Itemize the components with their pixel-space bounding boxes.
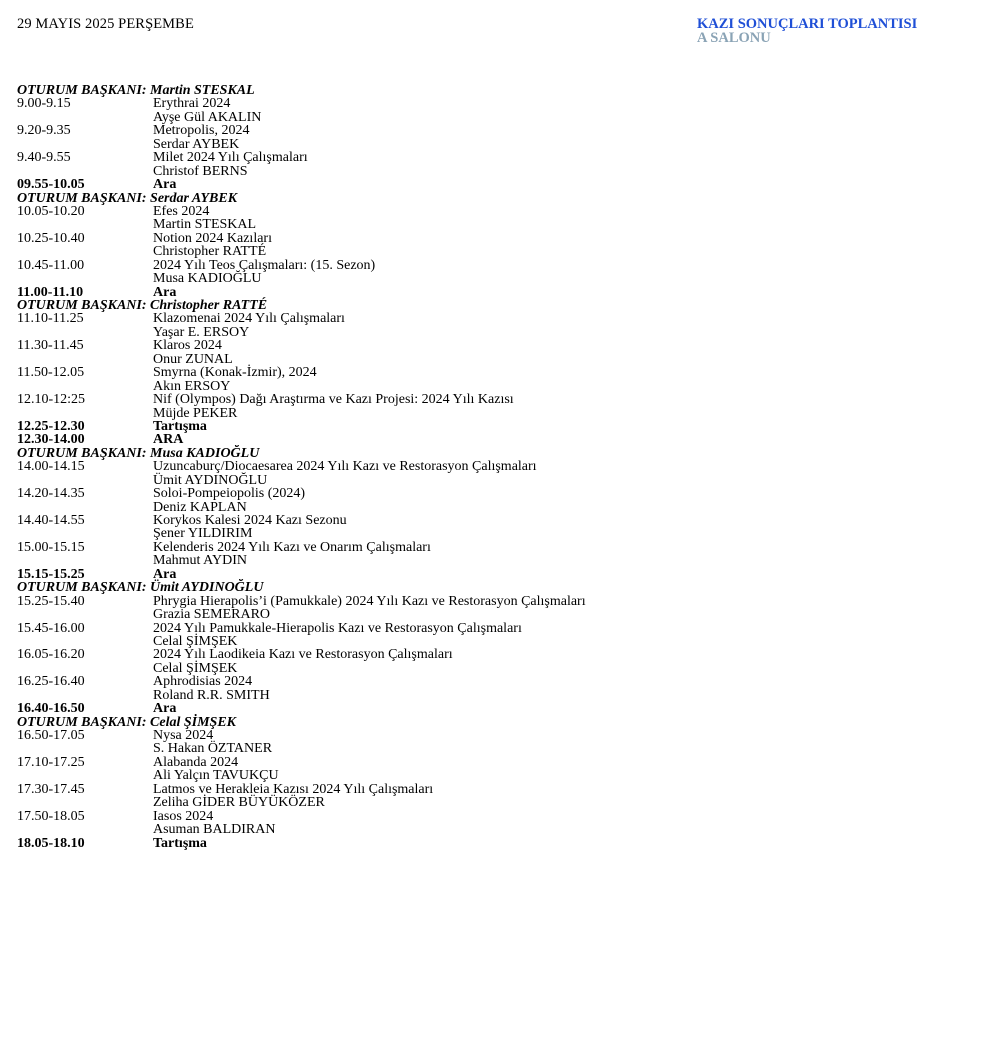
break-row [17,702,977,715]
time-slot: 9.40-9.55 [17,150,71,166]
schedule-row [17,407,977,420]
row-text: Akın ERSOY [153,378,231,394]
row-text: Musa KADIOĞLU [153,271,262,287]
time-slot: 18.05-18.10 [17,835,85,851]
time-slot: 16.50-17.05 [17,728,85,743]
time-slot: 16.40-16.50 [17,701,85,717]
session-chair-label: OTURUM BAŞKANI: Martin STESKAL [17,83,255,98]
schedule-row [17,554,977,567]
row-text: Tartışma [153,418,207,434]
schedule-row [17,689,977,702]
time-slot [17,662,153,675]
row-text: Celal ŞİMŞEK [153,633,238,649]
session-chair-row [17,192,977,205]
row-text: Uzuncaburç/Diocaesarea 2024 Yılı Kazı ve Restorasyon Çalışmaları [153,459,537,475]
time-slot: 11.10-11.25 [17,311,84,327]
time-slot [17,245,153,258]
schedule-row [17,339,977,352]
meeting-title: KAZI SONUÇLARI TOPLANTISI [697,16,918,32]
row-text: Onur ZUNAL [153,351,233,367]
schedule-row [17,205,977,218]
session-chair-label: OTURUM BAŞKANI: Christopher RATTÉ [17,298,268,313]
schedule-row [17,527,977,540]
time-slot [17,608,153,621]
time-slot: 12.10-12:25 [17,392,86,408]
schedule-row [17,380,977,393]
row-text: ARA [153,432,184,448]
row-text: Soloi-Pompeiopolis (2024) [153,486,306,502]
time-slot: 15.15-15.25 [17,566,85,582]
schedule-row [17,138,977,151]
schedule-row [17,769,977,782]
schedule-row [17,312,977,325]
time-slot [17,554,153,567]
time-slot: 10.25-10.40 [17,230,85,246]
time-slot: 11.50-12.05 [17,365,85,381]
time-slot: 17.10-17.25 [17,754,85,770]
schedule-row [17,151,977,164]
row-text: Nysa 2024 [153,728,214,743]
time-slot [17,218,153,231]
session-chair-label: OTURUM BAŞKANI: Ümit AYDINOĞLU [17,580,264,596]
row-text: 2024 Yılı Laodikeia Kazı ve Restorasyon Çalışmaları [153,647,453,663]
schedule-row [17,460,977,473]
row-text: Ayşe Gül AKALIN [153,109,262,125]
schedule-row [17,111,977,124]
time-slot [17,353,153,366]
schedule-row [17,501,977,514]
schedule-list [17,84,977,850]
break-row [17,286,977,299]
schedule-row [17,742,977,755]
time-slot [17,769,153,782]
time-slot [17,380,153,393]
row-text: Nif (Olympos) Dağı Araştırma ve Kazı Projesi: 2024 Yılı Kazısı [153,392,514,408]
row-text: Kelenderis 2024 Yılı Kazı ve Onarım Çalışmaları [153,539,431,555]
break-row [17,420,977,433]
page-date: 29 MAYIS 2025 PERŞEMBE [17,16,194,32]
row-text: Deniz KAPLAN [153,499,247,515]
time-slot [17,742,153,755]
row-text: Martin STESKAL [153,217,257,233]
row-text: 2024 Yılı Pamukkale-Hierapolis Kazı ve Restorasyon Çalışmaları [153,620,522,636]
schedule-row [17,635,977,648]
schedule-row [17,124,977,137]
row-text: Ara [153,177,177,193]
row-text: Müjde PEKER [153,405,238,421]
time-slot [17,474,153,487]
time-slot: 14.00-14.15 [17,459,85,475]
break-row [17,178,977,191]
time-slot [17,823,153,836]
schedule-row [17,514,977,527]
schedule-row [17,608,977,621]
schedule-row [17,393,977,406]
row-text: Korykos Kalesi 2024 Kazı Sezonu [153,513,347,528]
row-text: Yaşar E. ERSOY [153,324,250,340]
row-text: Roland R.R. SMITH [153,687,270,703]
schedule-row [17,474,977,487]
row-text: Alabanda 2024 [153,754,239,770]
row-text: Milet 2024 Yılı Çalışmaları [153,150,308,166]
schedule-row [17,622,977,635]
break-row [17,837,977,850]
row-text: Aphrodisias 2024 [153,674,253,690]
schedule-row [17,487,977,500]
schedule-row [17,595,977,608]
schedule-row [17,648,977,661]
row-text: Klazomenai 2024 Yılı Çalışmaları [153,311,345,327]
break-row [17,433,977,446]
time-slot: 10.05-10.20 [17,203,85,219]
row-text: Serdar AYBEK [153,136,240,152]
row-text: Christopher RATTÉ [153,244,267,260]
schedule-row [17,165,977,178]
row-text: Celal ŞİMŞEK [153,660,238,676]
time-slot: 12.25-12.30 [17,418,85,434]
schedule-row [17,97,977,110]
row-text: Ara [153,284,177,300]
time-slot: 16.05-16.20 [17,647,85,663]
row-text: Tartışma [153,835,207,851]
time-slot: 9.00-9.15 [17,96,71,112]
schedule-row [17,326,977,339]
row-text: S. Hakan ÖZTANER [153,741,273,757]
time-slot: 10.45-11.00 [17,257,85,273]
row-text: Iasos 2024 [153,808,214,824]
schedule-row [17,823,977,836]
session-chair-label: OTURUM BAŞKANI: Musa KADIOĞLU [17,445,260,461]
row-text: Erythrai 2024 [153,96,231,112]
time-slot: 11.00-11.10 [17,284,84,300]
time-slot: 12.30-14.00 [17,432,85,448]
row-text: Notion 2024 Kazıları [153,230,272,246]
schedule-row [17,541,977,554]
row-text: Phrygia Hierapolis’i (Pamukkale) 2024 Yılı Kazı ve Restorasyon Çalışmaları [153,593,586,609]
time-slot [17,635,153,648]
time-slot [17,326,153,339]
hall-name: A SALONU [697,30,771,46]
time-slot [17,527,153,540]
row-text: Şener YILDIRIM [153,526,253,542]
session-chair-label: OTURUM BAŞKANI: Celal ŞİMŞEK [17,714,237,730]
time-slot [17,138,153,151]
time-slot: 09.55-10.05 [17,177,85,193]
row-text: Latmos ve Herakleia Kazısı 2024 Yılı Çalışmaları [153,781,434,797]
time-slot: 15.45-16.00 [17,620,85,636]
session-chair-label: OTURUM BAŞKANI: Serdar AYBEK [17,190,238,206]
session-chair-row [17,299,977,312]
row-text: Klaros 2024 [153,338,222,354]
time-slot: 14.20-14.35 [17,486,85,502]
time-slot: 15.00-15.15 [17,539,85,555]
time-slot [17,272,153,285]
row-text: 2024 Yılı Teos Çalışmaları: (15. Sezon) [153,257,376,273]
row-text: Ali Yalçın TAVUKÇU [153,768,279,784]
time-slot [17,165,153,178]
time-slot: 11.30-11.45 [17,338,84,354]
session-chair-row [17,84,977,97]
row-text: Smyrna (Konak-İzmir), 2024 [153,365,317,381]
row-text: Grazia SEMERARO [153,607,271,623]
row-text: Christof BERNS [153,163,248,179]
row-text: Ümit AYDINOĞLU [153,472,268,488]
time-slot [17,111,153,124]
time-slot [17,501,153,514]
time-slot [17,407,153,420]
schedule-row [17,810,977,823]
time-slot [17,689,153,702]
time-slot: 17.30-17.45 [17,781,85,797]
row-text: Zeliha GİDER BÜYÜKÖZER [153,795,325,811]
schedule-row [17,245,977,258]
time-slot: 15.25-15.40 [17,593,85,609]
schedule-row [17,756,977,769]
time-slot: 17.50-18.05 [17,808,85,824]
time-slot: 9.20-9.35 [17,123,71,139]
row-text: Asuman BALDIRAN [153,822,276,838]
schedule-row [17,662,977,675]
session-chair-row [17,716,977,729]
row-text: Ara [153,566,177,582]
schedule-row [17,218,977,231]
schedule-row [17,272,977,285]
time-slot: 14.40-14.55 [17,513,85,528]
session-chair-row [17,447,977,460]
schedule-row [17,675,977,688]
schedule-row [17,366,977,379]
time-slot [17,796,153,809]
row-text: Metropolis, 2024 [153,123,250,139]
session-chair-row [17,581,977,594]
time-slot: 16.25-16.40 [17,674,85,690]
schedule-row [17,796,977,809]
row-text: Efes 2024 [153,203,210,219]
row-text: Ara [153,701,177,717]
row-text: Mahmut AYDIN [153,553,247,569]
